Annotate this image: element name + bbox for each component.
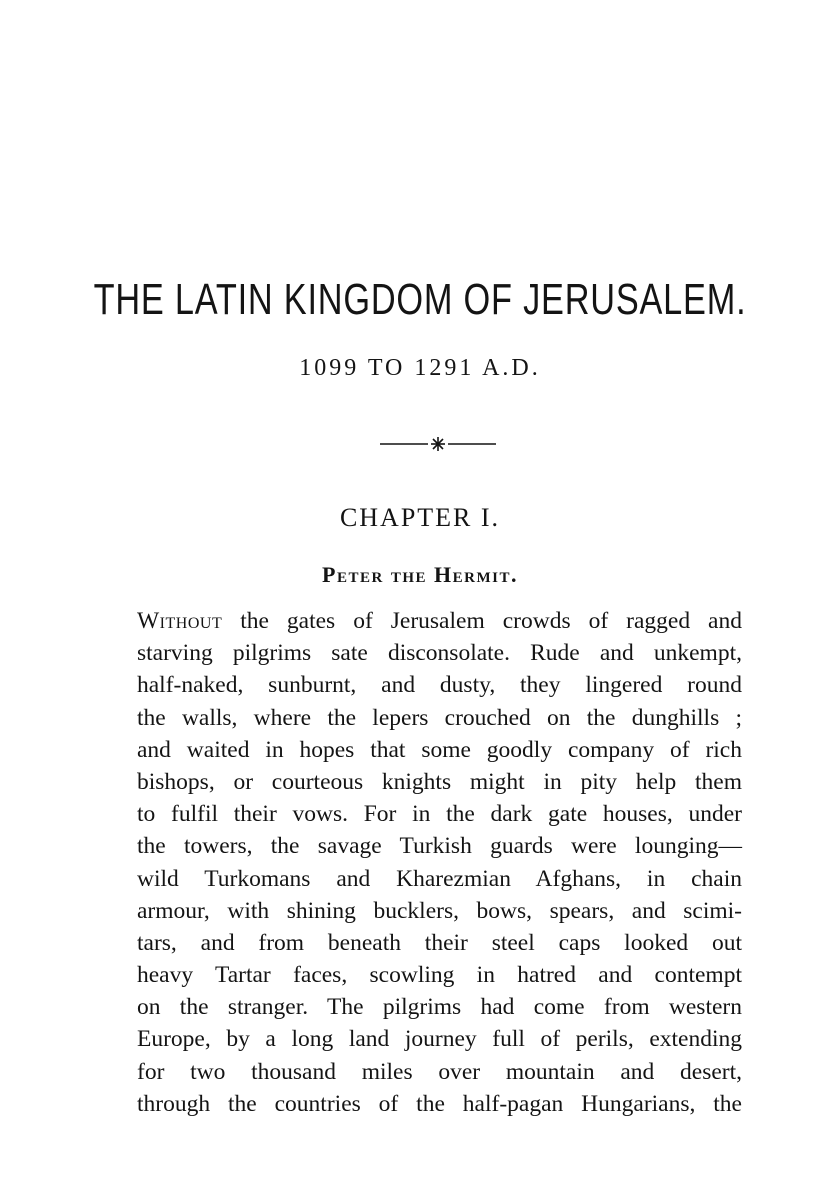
body-line: armour, with shining bucklers, bows, spears, and scimi- bbox=[137, 897, 742, 924]
body-line: the towers, the savage Turkish guards were lounging— bbox=[137, 833, 742, 860]
body-line: and waited in hopes that some goodly company of rich bbox=[137, 736, 742, 763]
body-line: the walls, where the lepers crouched on the dunghills ; bbox=[137, 704, 742, 731]
body-line: wild Turkomans and Kharezmian Afghans, in chain bbox=[137, 865, 742, 892]
body-line: starving pilgrims sate disconsolate. Rude and unkempt, bbox=[137, 640, 742, 667]
chapter-heading: CHAPTER I. bbox=[339, 503, 501, 532]
body-line: half-naked, sunburnt, and dusty, they lingered round bbox=[137, 672, 742, 699]
body-line: for two thousand miles over mountain and desert, bbox=[137, 1058, 742, 1085]
date-range: 1099 TO 1291 A.D. bbox=[299, 355, 541, 381]
lead-word: Without bbox=[137, 608, 223, 634]
body-line: through the countries of the half-pagan Hungarians, the bbox=[137, 1090, 742, 1117]
body-line: heavy Tartar faces, scowling in hatred and contempt bbox=[137, 962, 742, 989]
body-line: tars, and from beneath their steel caps looked out bbox=[137, 929, 742, 956]
body-line: Europe, by a long land journey full of perils, extending bbox=[137, 1026, 742, 1053]
body-text bbox=[137, 605, 742, 1120]
body-line bbox=[137, 605, 742, 637]
first-line-text: the gates of Jerusalem crowds of ragged and bbox=[222, 608, 742, 634]
book-title: THE LATIN KINGDOM OF JERUSALEM. bbox=[93, 275, 747, 324]
chapter-title: Peter the Hermit. bbox=[322, 562, 518, 587]
ornament-divider bbox=[378, 432, 498, 456]
body-line: bishops, or courteous knights might in pity help them bbox=[137, 768, 742, 795]
body-line: to fulfil their vows. For in the dark gate houses, under bbox=[137, 801, 742, 828]
body-line: on the stranger. The pilgrims had come from western bbox=[137, 994, 742, 1021]
